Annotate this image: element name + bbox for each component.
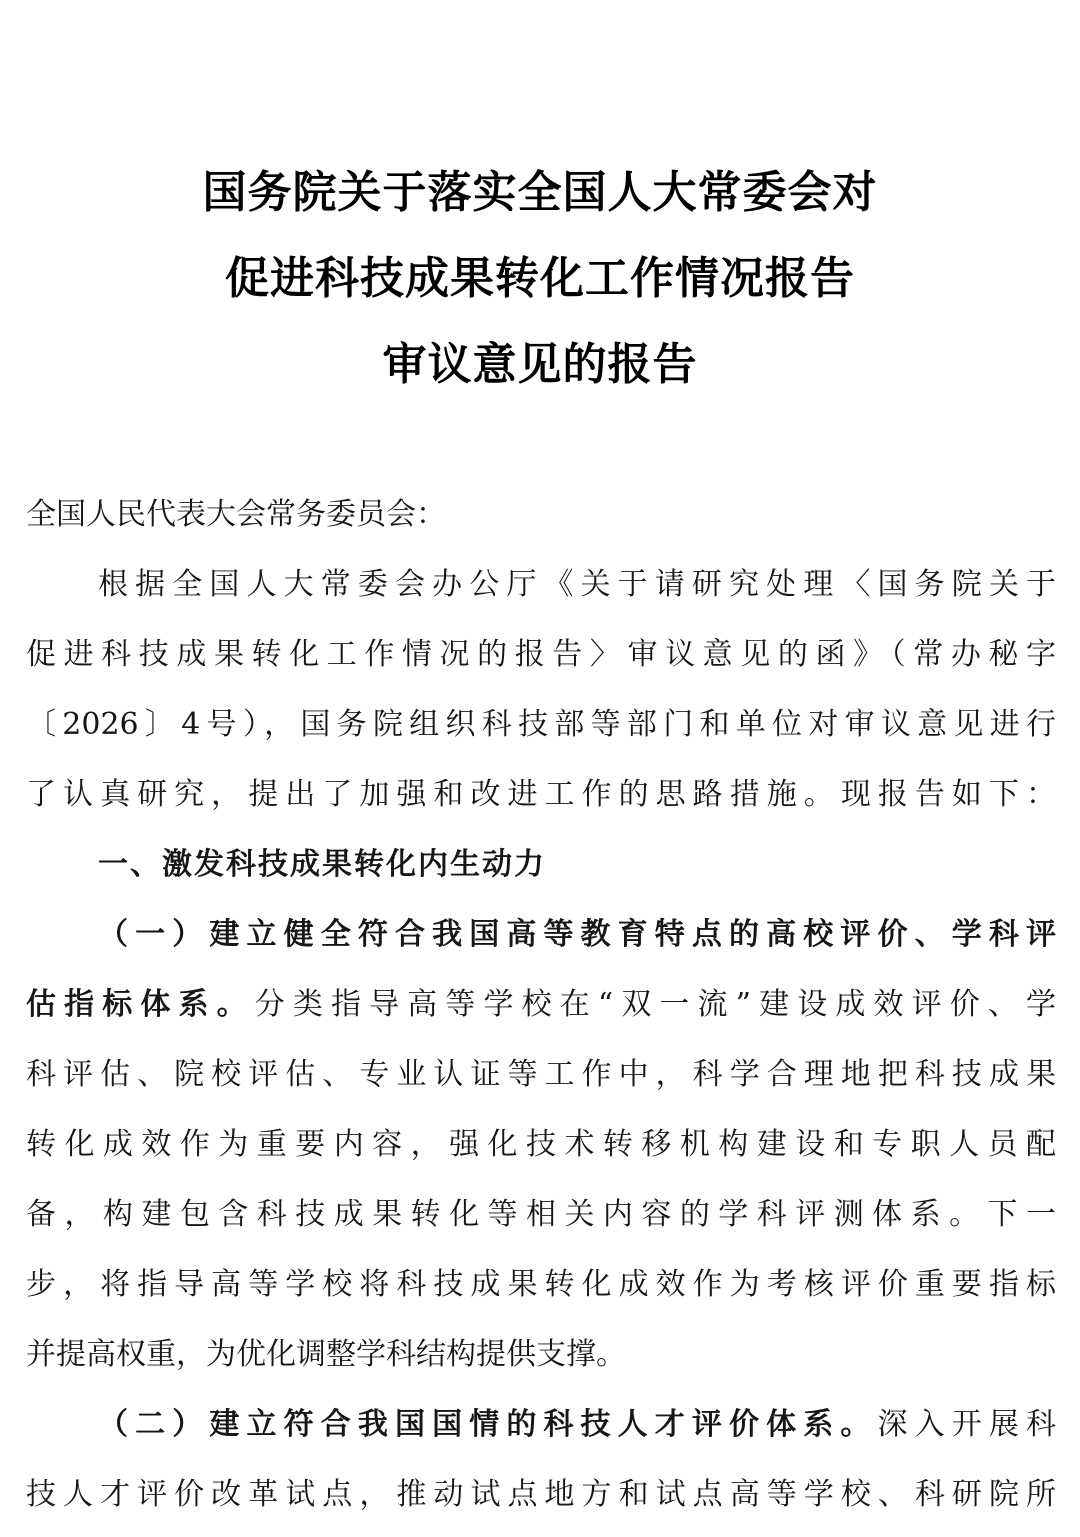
title-line-2: 促进科技成果转化工作情况报告 <box>225 253 855 304</box>
item1-bold-2: 估指标体系。 <box>26 987 255 1022</box>
item2-line-1 <box>26 1390 1056 1460</box>
item2-bold-1: （二）建立符合我国国情的科技人才评价体系。 <box>98 1407 878 1442</box>
document-body <box>26 480 1056 1530</box>
title-line-1: 国务院关于落实全国人大常委会对 <box>202 167 878 218</box>
intro-line-4: 了认真研究，提出了加强和改进工作的思路措施。现报告如下： <box>26 777 1056 812</box>
title-line-3: 审议意见的报告 <box>382 339 698 390</box>
item1-line-6: 步，将指导高等学校将科技成果转化成效作为考核评价重要指标 <box>26 1267 1056 1302</box>
item1-text-2: 分类指导高等学校在“双一流”建设成效评价、学 <box>254 987 1056 1022</box>
item1-line-7: 并提高权重，为优化调整学科结构提供支撑。 <box>26 1337 626 1372</box>
salutation: 全国人民代表大会常务委员会： <box>26 497 446 532</box>
item1-bold-1: （一）建立健全符合我国高等教育特点的高校评价、学科评 <box>98 917 1056 952</box>
item1-line-3: 科评估、院校评估、专业认证等工作中，科学合理地把科技成果 <box>26 1057 1056 1092</box>
item2-line-2: 技人才评价改革试点，推动试点地方和试点高等学校、科研院所 <box>26 1477 1056 1512</box>
document-title <box>0 150 1080 408</box>
item2-text-1: 深入开展科 <box>877 1407 1056 1442</box>
item1-line-4: 转化成效作为重要内容，强化技术转移机构建设和专职人员配 <box>26 1127 1056 1162</box>
intro-line-3: 〔2026〕4号），国务院组织科技部等部门和单位对审议意见进行 <box>26 707 1056 742</box>
intro-line-2: 促进科技成果转化工作情况的报告〉审议意见的函》（常办秘字 <box>26 637 1056 672</box>
intro-line-1: 根据全国人大常委会办公厅《关于请研究处理〈国务院关于 <box>98 567 1056 602</box>
item1-line-1 <box>26 900 1056 970</box>
item1-line-2 <box>26 970 1056 1040</box>
section-heading-1: 一、激发科技成果转化内生动力 <box>98 847 546 882</box>
item1-line-5: 备，构建包含科技成果转化等相关内容的学科评测体系。下一 <box>26 1197 1056 1232</box>
